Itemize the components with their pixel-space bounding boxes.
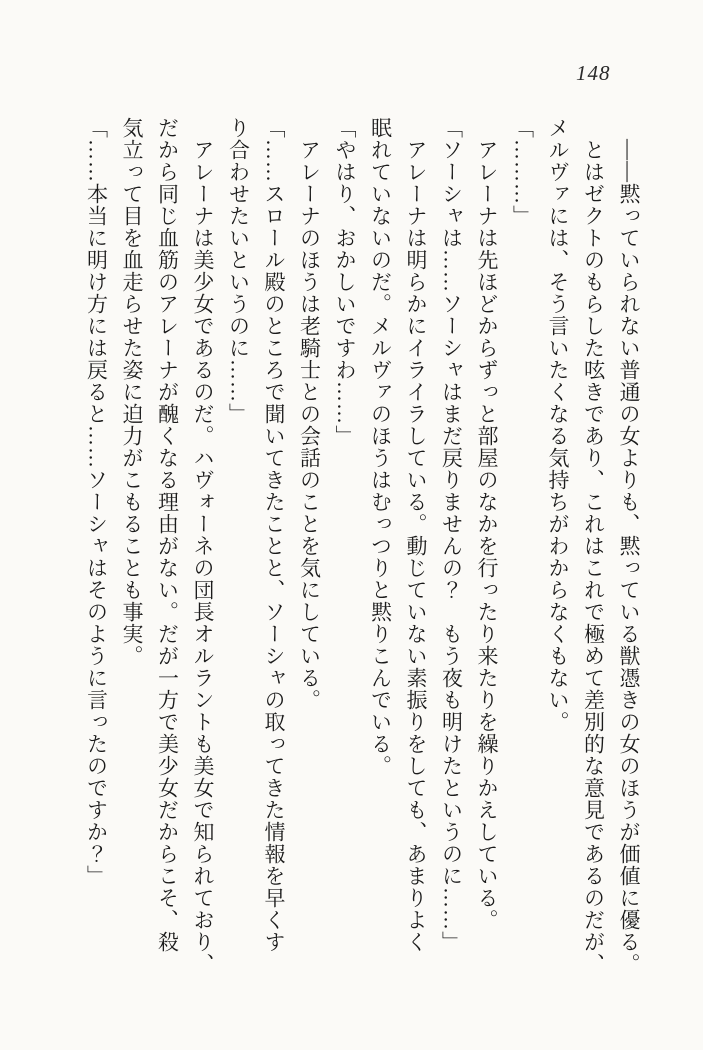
text-column-5: アレーナは先ほどからずっと部屋のなかを行ったり来たりを繰りかえしている。 xyxy=(475,117,499,931)
page-number: 148 xyxy=(576,61,611,85)
text-column-13: アレーナは美少女であるのだ。ハヴォーネの団長オルラントも美女で知られており、 xyxy=(191,117,215,975)
text-block xyxy=(78,117,646,997)
text-column-12: り合わせたいというのに……」 xyxy=(226,117,251,425)
text-column-4: 「………」 xyxy=(510,117,535,227)
text-column-15: 気立って目を血走らせた姿に迫力がこもることも事実。 xyxy=(120,117,144,667)
text-column-7: アレーナは明らかにイライラしている。動じていない素振りをしても、あまりよく xyxy=(404,117,428,953)
text-column-2: とはゼクトのもらした呟きであり、これはこれで極めて差別的な意見であるのだが、 xyxy=(581,117,606,975)
text-column-8: 眠れていないのだ。メルヴァのほうはむっつりと黙りこんでいる。 xyxy=(368,117,393,777)
text-column-16: 「……本当に明け方には戻ると……ソーシャはそのように言ったのですか？」 xyxy=(84,117,109,887)
text-column-1: ――黙っていられない普通の女よりも、黙っている獣憑きの女のほうが価値に優る。 xyxy=(617,117,641,975)
text-column-14: だから同じ血筋のアレーナが醜くなる理由がない。だが一方で美少女だからこそ、殺 xyxy=(155,117,180,953)
text-column-11: 「……スロール殿のところで聞いてきたことと、ソーシャの取ってきた情報を早くす xyxy=(262,117,286,953)
text-column-10: アレーナのほうは老騎士との会話のことを気にしている。 xyxy=(297,117,322,711)
text-column-6: 「ソーシャは……ソーシャはまだ戻りませんの？ もう夜も明けたというのに……」 xyxy=(439,117,464,953)
text-column-9: 「やはり、おかしいですわ……」 xyxy=(333,117,357,447)
text-column-3: メルヴァには、そう言いたくなる気持ちがわからなくもない。 xyxy=(546,117,570,733)
